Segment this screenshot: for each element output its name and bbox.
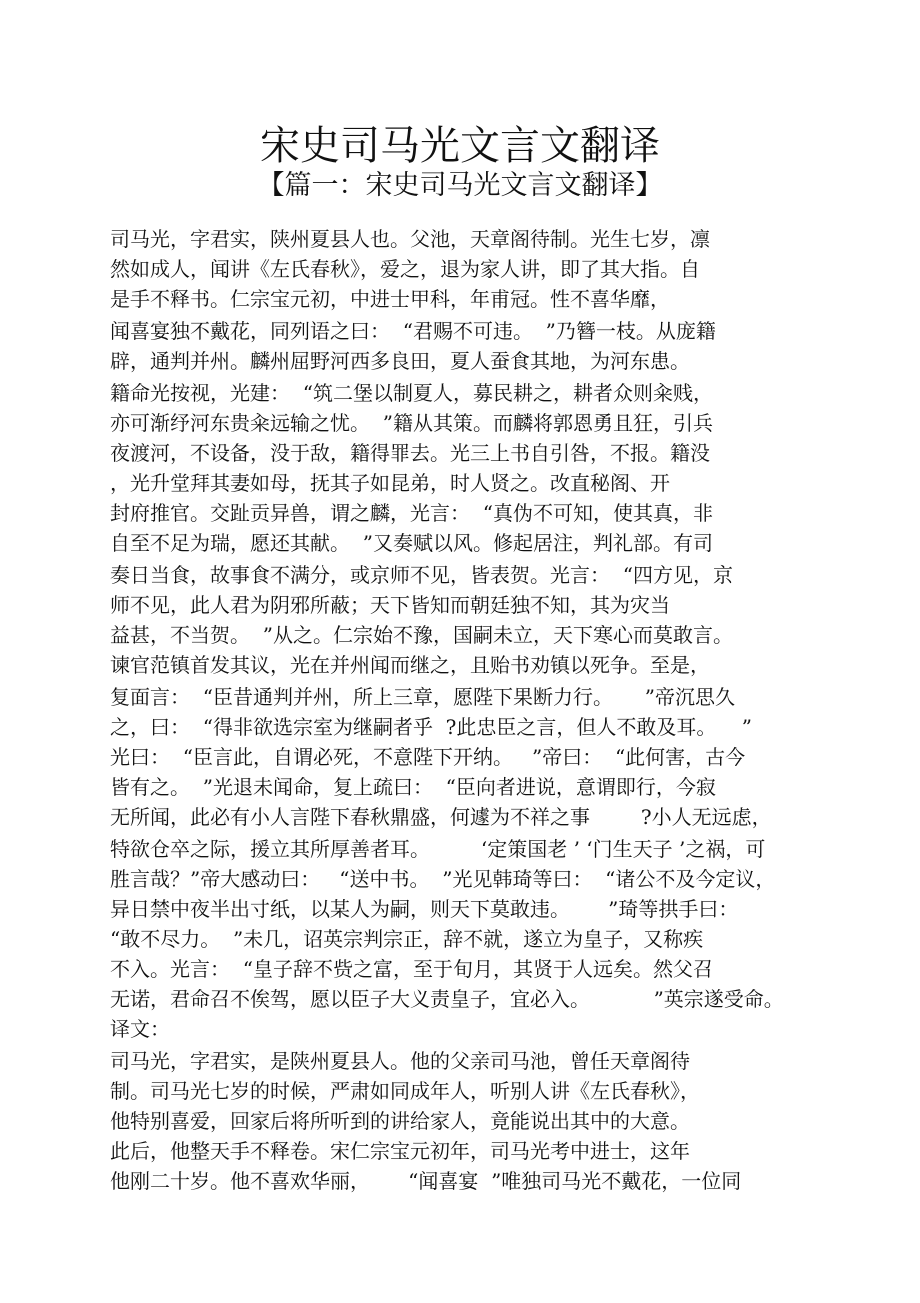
text-line: 无所闻，此必有小人言陛下春秋鼎盛，何遽为不祥之事 ?小人无远虑，	[110, 805, 772, 829]
text-line: 他特别喜爱，回家后将所听到的讲给家人，竟能说出其中的大意。	[110, 1109, 690, 1133]
text-line: 谏官范镇首发其议，光在并州闻而继之，且贻书劝镇以死争。至是，	[110, 653, 710, 677]
text-line: 不入。光言： “皇子辞不赀之富，至于旬月，其贤于人远矣。然父召	[110, 957, 713, 981]
text-line: 光曰： “臣言此，自谓必死，不意陛下开纳。 ”帝曰： “此何害，古今	[110, 745, 746, 769]
text-line: 无诺，君命召不俟驾，愿以臣子大义责皇子，宜必入。 ”英宗遂受命。	[110, 987, 784, 1011]
text-line: 异日禁中夜半出寸纸，以某人为嗣，则天下莫敢违。 ”琦等拱手曰：	[110, 897, 739, 921]
text-line: 复面言： “臣昔通判并州，所上三章，愿陛下果断力行。 ”帝沉思久	[110, 685, 735, 709]
text-line: 益甚，不当贺。 ”从之。仁宗始不豫，国嗣未立，天下寒心而莫敢言。	[110, 623, 733, 647]
text-line: 封府推官。交趾贡异兽，谓之麟，光言： “真伪不可知，使其真，非	[110, 501, 713, 525]
text-line: 他刚二十岁。他不喜欢华丽， “闻喜宴 ”唯独司马光不戴花，一位同	[110, 1169, 742, 1193]
text-line: 夜渡河，不设备，没于敌，籍得罪去。光三上书自引咎，不报。籍没	[110, 441, 710, 465]
text-line: “敢不尽力。 ”未几，诏英宗判宗正，辞不就，遂立为皇子，又称疾	[110, 927, 704, 951]
text-line: 奏日当食，故事食不满分，或京师不见，皆表贺。光言： “四方见，京	[110, 563, 733, 587]
text-line: 闻喜宴独不戴花，同列语之曰： “君赐不可违。 ”乃簪一枝。从庞籍	[110, 319, 716, 343]
text-line: 司马光，字君实，陕州夏县人也。父池，天章阁待制。光生七岁，凛	[110, 227, 710, 251]
text-line: 之，曰： “得非欲选宗室为继嗣者乎 ?此忠臣之言，但人不敢及耳。 ”	[110, 715, 753, 739]
text-line: 亦可渐纾河东贵籴远输之忧。 ”籍从其策。而麟将郭恩勇且狂，引兵	[110, 411, 713, 435]
text-line: ，光升堂拜其妻如母，抚其子如昆弟，时人贤之。改直秘阁、开	[110, 471, 670, 495]
text-line: 译文：	[110, 1017, 170, 1041]
document-title: 宋史司马光文言文翻译	[260, 123, 660, 169]
text-line: 特欲仓卒之际，援立其所厚善者耳。 ‘定策国老 ’ ‘门生天子 ’之祸，可	[110, 837, 766, 861]
document-subtitle: 【篇一：宋史司马光文言文翻译】	[257, 170, 663, 201]
text-line: 皆有之。 ”光退未闻命，复上疏曰： “臣向者进说，意谓即行，今寂	[110, 775, 716, 799]
text-line: 制。司马光七岁的时候，严肃如同成年人，听别人讲《左氏春秋》，	[110, 1079, 700, 1103]
text-line: 自至不足为瑞，愿还其献。 ”又奏赋以风。修起居注，判礼部。有司	[110, 531, 713, 555]
text-line: 辟，通判并州。麟州屈野河西多良田，夏人蚕食其地，为河东患。	[110, 349, 690, 373]
text-line: 司马光，字君实，是陕州夏县人。他的父亲司马池，曾任天章阁待	[110, 1049, 690, 1073]
text-line: 然如成人，闻讲《左氏春秋》，爱之，退为家人讲，即了其大指。自	[110, 257, 700, 281]
text-line: 是手不释书。仁宗宝元初，中进士甲科，年甫冠。性不喜华靡，	[110, 287, 670, 311]
text-line: 此后，他整天手不释卷。宋仁宗宝元初年，司马光考中进士，这年	[110, 1139, 690, 1163]
text-line: 胜言哉？”帝大感动曰： “送中书。 ”光见韩琦等曰： “诸公不及今定议，	[110, 867, 776, 891]
text-line: 籍命光按视，光建： “筑二堡以制夏人，募民耕之，耕者众则籴贱，	[110, 381, 713, 405]
text-line: 师不见，此人君为阴邪所蔽；天下皆知而朝廷独不知，其为灾当	[110, 593, 670, 617]
